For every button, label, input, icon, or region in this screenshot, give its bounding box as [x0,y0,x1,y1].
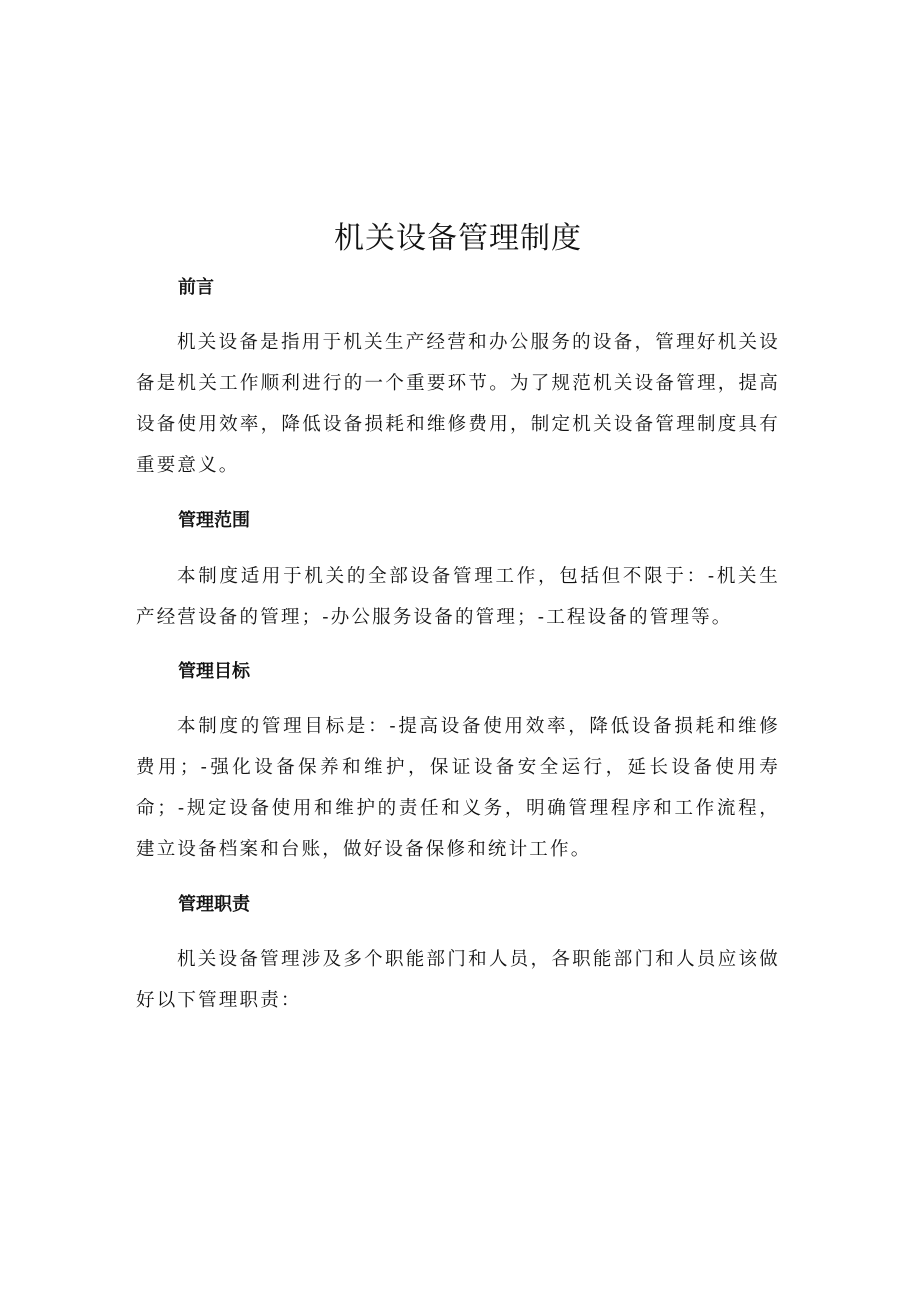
section-heading-scope: 管理范围 [178,510,250,531]
section-body-scope: 本制度适用于机关的全部设备管理工作，包括但不限于：-机关生产经营设备的管理；-办公服务设备的管理；-工程设备的管理等。 [136,566,780,628]
section-body-goals: 本制度的管理目标是：-提高设备使用效率，降低设备损耗和维修费用；-强化设备保养和维护，保证设备安全运行，延长设备使用寿命；-规定设备使用和维护的责任和义务，明确管理程序和工作流程，建立设备档案和台账，做好设备保修和统计工作。 [136,716,780,860]
document-title: 机关设备管理制度 [334,221,582,256]
section-body-preface: 机关设备是指用于机关生产经营和办公服务的设备，管理好机关设备是机关工作顺利进行的一个重要环节。为了规范机关设备管理，提高设备使用效率，降低设备损耗和维修费用，制定机关设备管理制度具有重要意义。 [136,332,780,476]
section-heading-duties: 管理职责 [178,894,250,915]
section-heading-goals: 管理目标 [178,661,250,682]
section-body-duties: 机关设备管理涉及多个职能部门和人员，各职能部门和人员应该做好以下管理职责： [136,949,780,1011]
section-heading-preface: 前言 [178,277,214,298]
